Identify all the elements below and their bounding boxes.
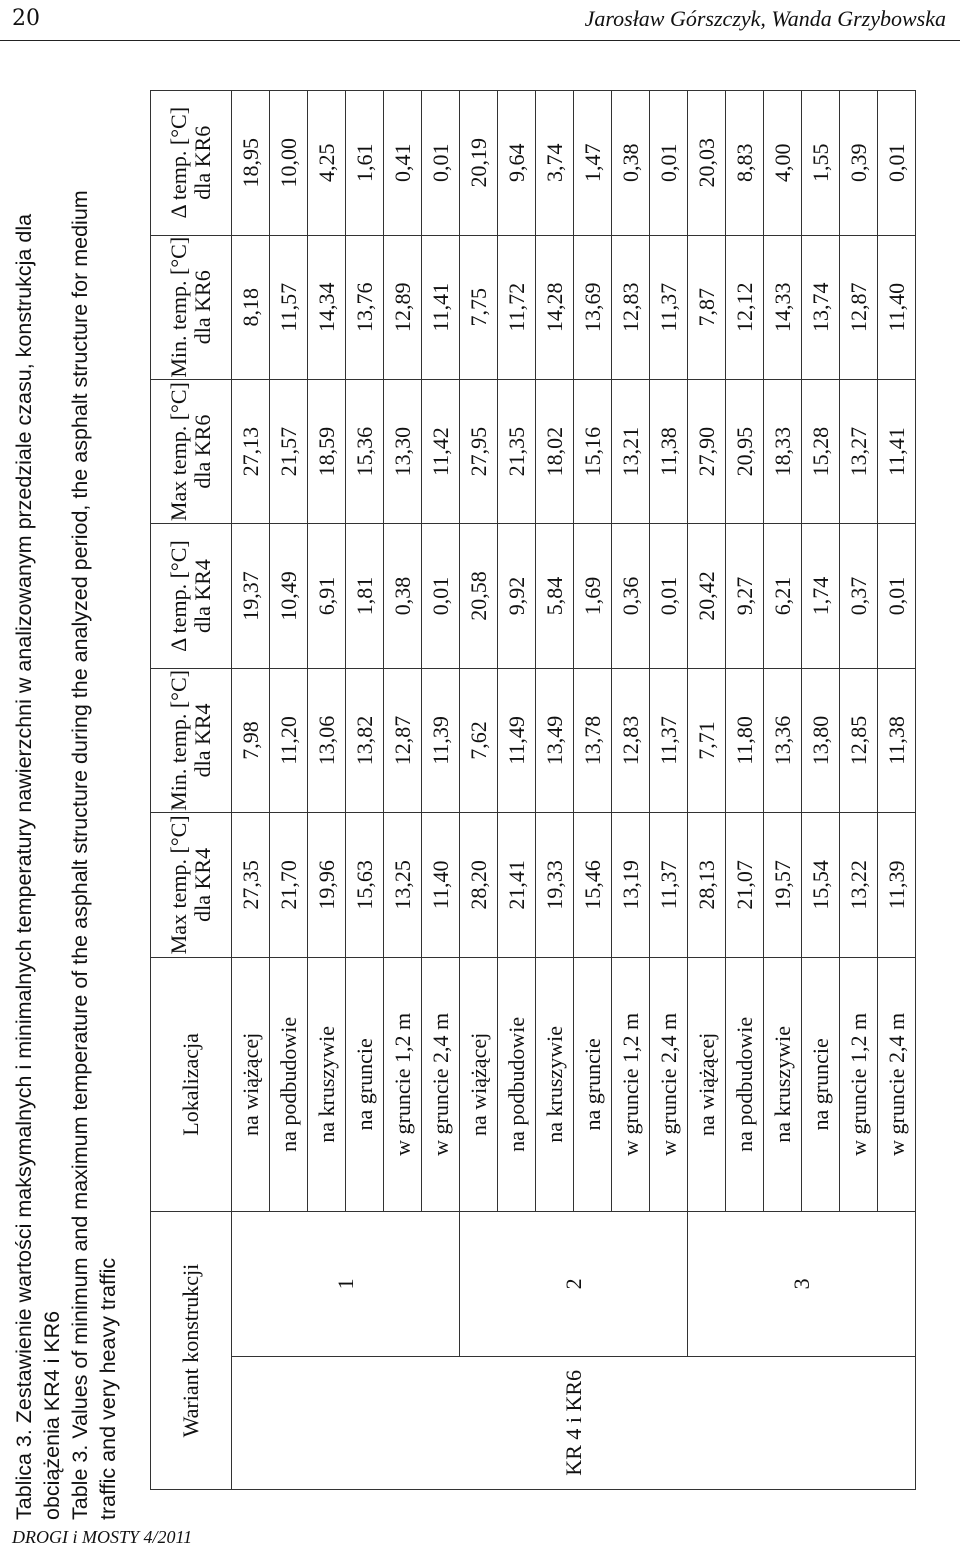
temperature-table	[150, 90, 916, 1490]
cell-delta-kr6: 10,00	[270, 91, 308, 236]
cell-max-kr4: 19,57	[764, 813, 802, 957]
cell-min-kr4: 11,20	[270, 668, 308, 812]
cell-min-kr4: 13,06	[308, 668, 346, 812]
cell-min-kr6: 11,37	[650, 235, 688, 379]
cell-delta-kr6: 1,61	[346, 91, 384, 236]
cell-min-kr6: 14,34	[308, 235, 346, 379]
cell-max-kr4: 28,20	[460, 813, 498, 957]
page-number: 20	[12, 6, 40, 31]
cell-min-kr6: 11,41	[422, 235, 460, 379]
cell-delta-kr4: 0,36	[612, 524, 650, 668]
caption-line-3: Table 3. Values of minimum and maximum temperature of the asphalt structure during the analyzed period, the asphalt structure for medium	[68, 190, 92, 1520]
cell-max-kr6: 11,38	[650, 379, 688, 523]
cell-min-kr4: 13,82	[346, 668, 384, 812]
cell-max-kr4: 21,41	[498, 813, 536, 957]
table-row	[232, 91, 270, 1490]
cell-delta-kr6: 0,01	[650, 91, 688, 236]
cell-delta-kr6: 18,95	[232, 91, 270, 236]
cell-delta-kr6: 20,03	[688, 91, 726, 236]
caption-line-4: traffic and very heavy traffic	[96, 1257, 120, 1520]
cell-max-kr4: 11,39	[878, 813, 916, 957]
cell-min-kr4: 11,80	[726, 668, 764, 812]
cell-max-kr6: 13,21	[612, 379, 650, 523]
cell-max-kr6: 27,90	[688, 379, 726, 523]
cell-delta-kr6: 20,19	[460, 91, 498, 236]
cell-max-kr6: 21,35	[498, 379, 536, 523]
table-body	[232, 91, 916, 1490]
cell-min-kr6: 12,12	[726, 235, 764, 379]
cell-delta-kr4: 5,84	[536, 524, 574, 668]
cell-max-kr6: 18,59	[308, 379, 346, 523]
cell-min-kr6: 14,33	[764, 235, 802, 379]
cell-location: na wiążącej	[460, 957, 498, 1212]
cell-max-kr6: 15,28	[802, 379, 840, 523]
cell-location: na podbudowie	[726, 957, 764, 1212]
cell-location: na wiążącej	[688, 957, 726, 1212]
cell-min-kr6: 13,76	[346, 235, 384, 379]
cell-location: na podbudowie	[498, 957, 536, 1212]
cell-location: w gruncie 1,2 m	[612, 957, 650, 1212]
rotated-page-content	[10, 10, 950, 1520]
cell-max-kr6: 15,16	[574, 379, 612, 523]
cell-delta-kr4: 0,01	[650, 524, 688, 668]
table-caption	[10, 80, 150, 1520]
cell-max-kr6: 13,27	[840, 379, 878, 523]
cell-location: w gruncie 2,4 m	[878, 957, 916, 1212]
cell-max-kr4: 13,19	[612, 813, 650, 957]
cell-delta-kr6: 0,38	[612, 91, 650, 236]
cell-location: w gruncie 2,4 m	[422, 957, 460, 1212]
cell-max-kr4: 19,96	[308, 813, 346, 957]
cell-min-kr6: 11,72	[498, 235, 536, 379]
cell-delta-kr6: 4,00	[764, 91, 802, 236]
header-lokalizacja: Lokalizacja	[151, 957, 232, 1212]
cell-min-kr6: 11,57	[270, 235, 308, 379]
cell-max-kr6: 27,95	[460, 379, 498, 523]
cell-location: na kruszywie	[764, 957, 802, 1212]
cell-min-kr4: 7,98	[232, 668, 270, 812]
header-wariant: Wariant konstrukcji	[151, 1212, 232, 1490]
caption-line-1: Tablica 3. Zestawienie wartości maksymalnych i minimalnych temperatury nawierzchni w analizowanym przedziale czasu, konstrukcja dla	[12, 213, 36, 1520]
cell-max-kr6: 18,33	[764, 379, 802, 523]
cell-max-kr6: 11,42	[422, 379, 460, 523]
cell-min-kr6: 11,40	[878, 235, 916, 379]
cell-delta-kr6: 0,41	[384, 91, 422, 236]
cell-delta-kr4: 10,49	[270, 524, 308, 668]
cell-min-kr4: 11,49	[498, 668, 536, 812]
cell-max-kr4: 15,54	[802, 813, 840, 957]
cell-delta-kr4: 1,81	[346, 524, 384, 668]
cell-location: w gruncie 2,4 m	[650, 957, 688, 1212]
cell-location: w gruncie 1,2 m	[384, 957, 422, 1212]
cell-delta-kr6: 0,39	[840, 91, 878, 236]
cell-delta-kr6: 1,47	[574, 91, 612, 236]
cell-delta-kr6: 0,01	[422, 91, 460, 236]
cell-max-kr6: 11,41	[878, 379, 916, 523]
variant-label: 3	[688, 1212, 916, 1356]
cell-delta-kr4: 6,91	[308, 524, 346, 668]
cell-min-kr4: 7,62	[460, 668, 498, 812]
cell-max-kr4: 28,13	[688, 813, 726, 957]
cell-min-kr4: 13,80	[802, 668, 840, 812]
header-delta-kr4: Δ temp. [°C] dla KR4	[151, 524, 232, 668]
header-max-kr6: Max temp. [°C] dla KR6	[151, 379, 232, 523]
table-row	[688, 91, 726, 1490]
cell-min-kr4: 7,71	[688, 668, 726, 812]
header-delta-kr6: Δ temp. [°C] dla KR6	[151, 91, 232, 236]
cell-max-kr6: 13,30	[384, 379, 422, 523]
cell-max-kr6: 27,13	[232, 379, 270, 523]
cell-location: w gruncie 1,2 m	[840, 957, 878, 1212]
cell-min-kr4: 13,49	[536, 668, 574, 812]
cell-delta-kr6: 3,74	[536, 91, 574, 236]
cell-max-kr4: 15,46	[574, 813, 612, 957]
cell-max-kr6: 21,57	[270, 379, 308, 523]
cell-location: na kruszywie	[308, 957, 346, 1212]
cell-delta-kr4: 0,01	[422, 524, 460, 668]
journal-footer: DROGI i MOSTY 4/2011	[12, 1527, 193, 1547]
cell-delta-kr6: 0,01	[878, 91, 916, 236]
cell-delta-kr4: 6,21	[764, 524, 802, 668]
cell-max-kr4: 15,63	[346, 813, 384, 957]
cell-max-kr4: 21,70	[270, 813, 308, 957]
cell-min-kr4: 11,38	[878, 668, 916, 812]
cell-min-kr6: 7,75	[460, 235, 498, 379]
cell-max-kr4: 19,33	[536, 813, 574, 957]
cell-min-kr4: 12,83	[612, 668, 650, 812]
cell-min-kr6: 13,74	[802, 235, 840, 379]
cell-min-kr4: 11,37	[650, 668, 688, 812]
caption-line-2: obciążenia KR4 i KR6	[40, 1310, 64, 1520]
cell-max-kr4: 21,07	[726, 813, 764, 957]
cell-location: na gruncie	[802, 957, 840, 1212]
cell-delta-kr6: 9,64	[498, 91, 536, 236]
authors: Jarosław Górszczyk, Wanda Grzybowska	[584, 6, 946, 31]
table-row	[460, 91, 498, 1490]
cell-max-kr4: 11,37	[650, 813, 688, 957]
cell-delta-kr6: 8,83	[726, 91, 764, 236]
cell-delta-kr4: 9,27	[726, 524, 764, 668]
cell-location: na kruszywie	[536, 957, 574, 1212]
cell-max-kr4: 13,22	[840, 813, 878, 957]
cell-max-kr4: 13,25	[384, 813, 422, 957]
cell-max-kr6: 20,95	[726, 379, 764, 523]
cell-min-kr4: 12,87	[384, 668, 422, 812]
cell-delta-kr4: 1,69	[574, 524, 612, 668]
cell-min-kr6: 7,87	[688, 235, 726, 379]
cell-location: na wiążącej	[232, 957, 270, 1212]
cell-min-kr6: 12,87	[840, 235, 878, 379]
cell-max-kr4: 11,40	[422, 813, 460, 957]
cell-delta-kr4: 19,37	[232, 524, 270, 668]
cell-max-kr4: 27,35	[232, 813, 270, 957]
cell-delta-kr6: 1,55	[802, 91, 840, 236]
cell-delta-kr4: 1,74	[802, 524, 840, 668]
cell-min-kr6: 8,18	[232, 235, 270, 379]
cell-min-kr4: 13,36	[764, 668, 802, 812]
cell-location: na gruncie	[574, 957, 612, 1212]
cell-min-kr4: 12,85	[840, 668, 878, 812]
cell-max-kr6: 15,36	[346, 379, 384, 523]
cell-min-kr6: 12,83	[612, 235, 650, 379]
header-min-kr6: Min. temp. [°C] dla KR6	[151, 235, 232, 379]
cell-delta-kr4: 20,58	[460, 524, 498, 668]
header-min-kr4: Min. temp. [°C] dla KR4	[151, 668, 232, 812]
header-max-kr4: Max temp. [°C] dla KR4	[151, 813, 232, 957]
cell-min-kr4: 13,78	[574, 668, 612, 812]
cell-delta-kr4: 20,42	[688, 524, 726, 668]
cell-delta-kr6: 4,25	[308, 91, 346, 236]
cell-delta-kr4: 0,37	[840, 524, 878, 668]
cell-delta-kr4: 0,01	[878, 524, 916, 668]
group-label: KR 4 i KR6	[232, 1356, 916, 1489]
cell-delta-kr4: 0,38	[384, 524, 422, 668]
cell-min-kr6: 13,69	[574, 235, 612, 379]
table-header-row	[151, 91, 232, 1490]
cell-max-kr6: 18,02	[536, 379, 574, 523]
cell-location: na podbudowie	[270, 957, 308, 1212]
cell-min-kr6: 12,89	[384, 235, 422, 379]
cell-min-kr4: 11,39	[422, 668, 460, 812]
variant-label: 2	[460, 1212, 688, 1356]
cell-min-kr6: 14,28	[536, 235, 574, 379]
cell-delta-kr4: 9,92	[498, 524, 536, 668]
cell-location: na gruncie	[346, 957, 384, 1212]
variant-label: 1	[232, 1212, 460, 1356]
